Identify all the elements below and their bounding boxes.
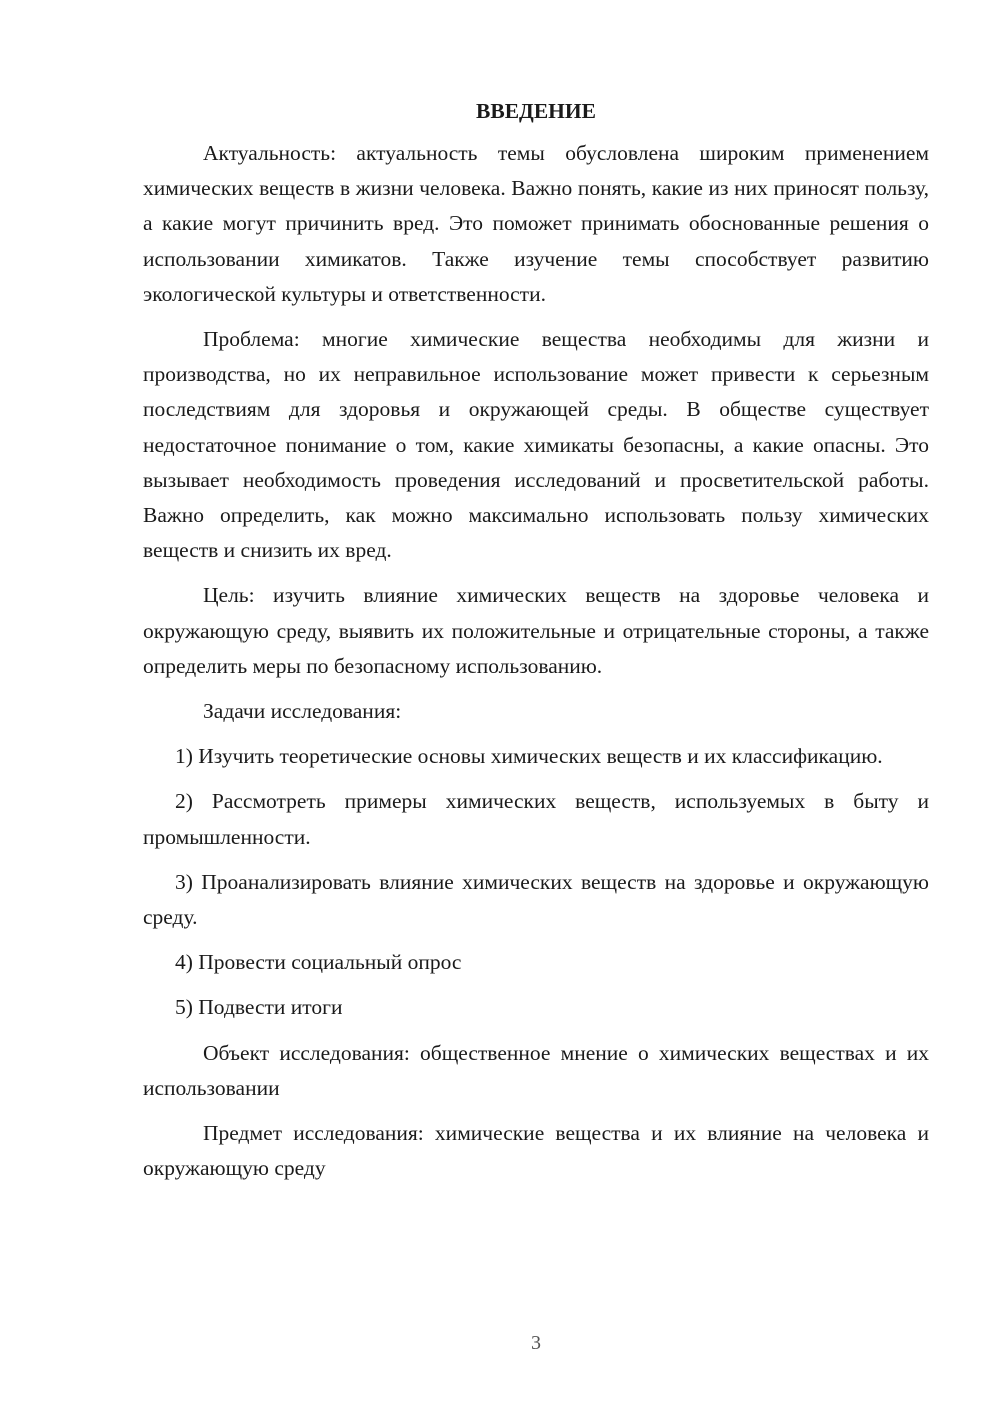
document-page <box>143 96 929 1196</box>
research-object-paragraph: Объект исследования: общественное мнение о химических веществах и их использовании <box>143 1040 929 1100</box>
section-heading: ВВЕДЕНИЕ <box>476 99 596 123</box>
research-subject-paragraph: Предмет исследования: химические вещества и их влияние на человека и окружающую среду <box>143 1121 929 1181</box>
task-item-5: 5) Подвести итоги <box>175 995 343 1020</box>
goal-paragraph: Цель: изучить влияние химических веществ на здоровье человека и окружающую среду, выявить их положительные и отрицательные стороны, а также определить меры по безопасному использованию. <box>143 583 929 678</box>
relevance-paragraph: Актуальность: актуальность темы обусловлена широким применением химических веществ в жизни человека. Важно понять, какие из них приносят пользу, а какие могут причинить вред. Это поможет принимать обоснованные решения о использовании химикатов. Также изучение темы способствует развитию экологической культуры и ответственности. <box>143 141 929 306</box>
task-item-1: 1) Изучить теоретические основы химических веществ и их классификацию. <box>175 744 883 769</box>
task-item-4: 4) Провести социальный опрос <box>175 950 462 975</box>
task-item-2: 2) Рассмотреть примеры химических веществ, используемых в быту и промышленности. <box>143 789 929 849</box>
tasks-heading: Задачи исследования: <box>203 699 402 724</box>
task-item-3: 3) Проанализировать влияние химических веществ на здоровье и окружающую среду. <box>143 869 929 930</box>
page-number: 3 <box>531 1332 541 1354</box>
problem-paragraph: Проблема: многие химические вещества необходимы для жизни и производства, но их неправильное использование может привести к серьезным последствиям для здоровья и окружающей среды. В обществе существует недостаточное понимание о том, какие химикаты безопасны, а какие опасны. Это вызывает необходимость проведения исследований и просветительской работы. Важно определить, как можно максимально использовать пользу химических веществ и снизить их вред. <box>143 327 929 563</box>
